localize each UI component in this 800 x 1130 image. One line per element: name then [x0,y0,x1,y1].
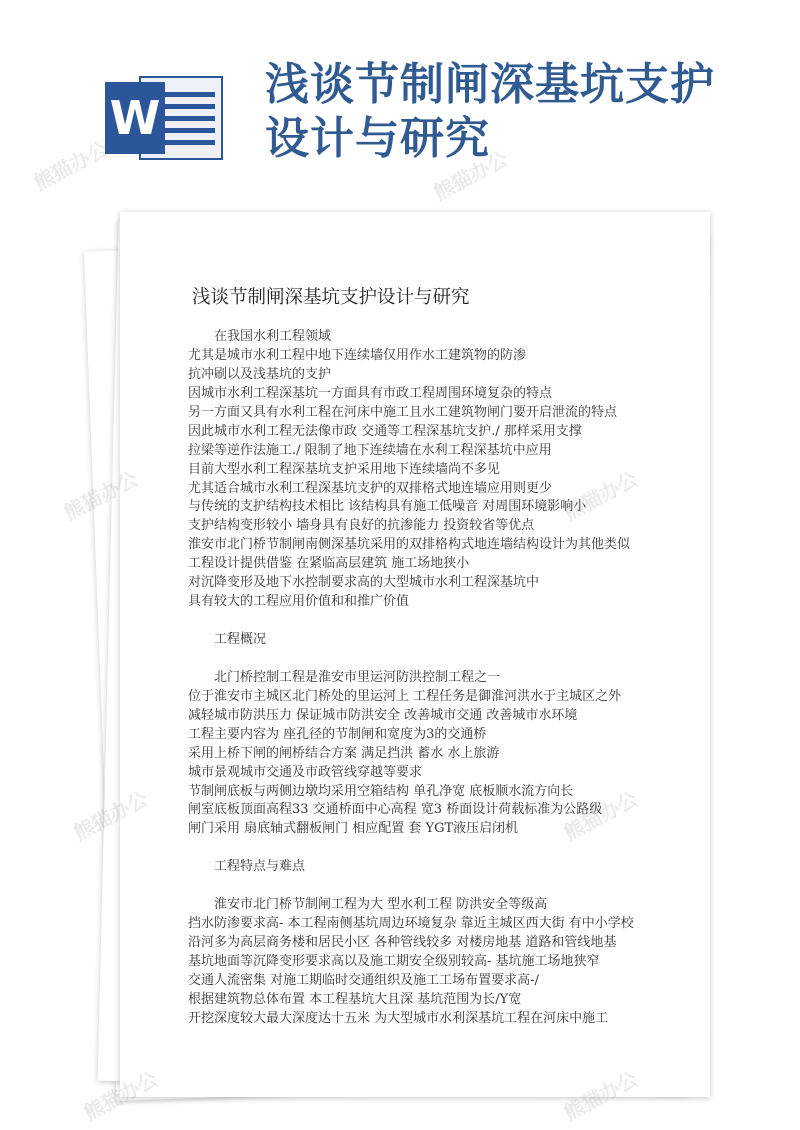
body-line: 抗冲刷以及浅基坑的支护 [188,366,332,382]
document-title: 浅谈节制闸深基坑支护设计与研究 [192,287,470,308]
body-line: 尤其适合城市水利工程深基坑支护的双排格式地连墙应用则更少 [188,480,553,496]
body-line: 闸门采用 扇底轴式翻板闸门 相应配置 套 YGT液压启闭机 [188,821,519,837]
body-line: 北门桥控制工程是淮安市里运河防洪控制工程之一 [214,669,501,685]
blank-line [188,650,688,669]
body-line: 支护结构变形较小 墙身具有良好的抗渗能力 投资较省等优点 [188,518,535,534]
body-line: 减轻城市防洪压力 保证城市防洪安全 改善城市交通 改善城市水环境 [188,707,578,723]
blank-line [188,839,688,858]
body-line: 与传统的支护结构技术相比 该结构具有施工低噪音 对周围环境影响小 [188,499,587,515]
body-line: 目前大型水利工程深基坑支护采用地下连续墙尚不多见 [188,461,501,477]
body-line: 沿河多为高层商务楼和居民小区 各种管线较多 对楼房地基 道路和管线地基 [188,935,617,950]
body-line: 淮安市北门桥节制闸工程为大 型水利工程 防洪安全等级高 [214,897,548,913]
body-line: 采用上桥下闸的闸桥结合方案 满足挡洪 蓄水 水上旅游 [188,745,500,761]
body-line: 闸室底板顶面高程33 交通桥面中心高程 宽3 桥面设计荷载标准为公路级 [188,802,603,818]
body-line: 另一方面又具有水利工程在河床中施工且水工建筑物闸门要开启泄流的特点 [188,404,618,420]
body-line: 尤其是城市水利工程中地下连续墙仅用作水工建筑物的防渗 [188,347,527,363]
body-line: 城市景观城市交通及市政管线穿越等要求 [188,764,423,780]
document-body [188,328,688,1029]
body-line: 具有较大的工程应用价值和和推广价值 [188,594,410,610]
body-line: 位于淮安市主城区北门桥处的里运河上 工程任务是御淮河洪水于主城区之外 [188,688,622,704]
blank-line [188,612,688,631]
word-logo-badge: W [105,82,165,154]
body-line: 工程特点与难点 [214,859,306,875]
body-line: 因城市水利工程深基坑一方面具有市政工程周围环境复杂的特点 [188,385,553,401]
body-line: 因此城市水利工程无法像市政 交通等工程深基坑支护./ 那样采用支撑 [188,423,582,439]
body-line: 拉梁等逆作法施工./ 限制了地下连续墙在水利工程深基坑中应用 [188,442,552,458]
body-line: 工程概况 [214,632,267,647]
body-line: 根据建筑物总体布置 本工程基坑大且深 基坑范围为长/Y宽 [188,991,522,1007]
body-line: 挡水防渗要求高- 本工程南侧基坑周边环境复杂 靠近主城区西大街 有中小学校 [188,916,634,932]
body-line: 节制闸底板与两侧边墩均采用空箱结构 单孔净宽 底板顺水流方向长 [188,783,574,799]
body-line: 开挖深度较大最大深度达十五米 为大型城市水利深基坑工程在河床中施工 [188,1010,609,1026]
body-line: 在我国水利工程领域 [214,329,332,344]
body-line: 工程设计提供借鉴 在紧临高层建筑 施工场地狭小 [188,556,470,572]
body-line: 交通人流密集 对施工期临时交通组织及施工工场布置要求高-/ [188,972,539,988]
page-title: 浅谈节制闸深基坑支护设计与研究 [265,59,715,164]
body-line: 基坑地面等沉降变形要求高以及施工期安全级别较高- 基坑施工场地狭窄 [188,953,600,969]
word-document-icon [105,68,223,168]
body-line: 工程主要内容为 座孔径的节制闸和宽度为3的交通桥 [188,726,487,742]
body-line: 淮安市北门桥节制闸南侧深基坑采用的双排格构式地连墙结构设计为其他类似 [188,537,631,553]
body-line: 对沉降变形及地下水控制要求高的大型城市水利工程深基坑中 [188,575,540,591]
blank-line [188,877,688,896]
